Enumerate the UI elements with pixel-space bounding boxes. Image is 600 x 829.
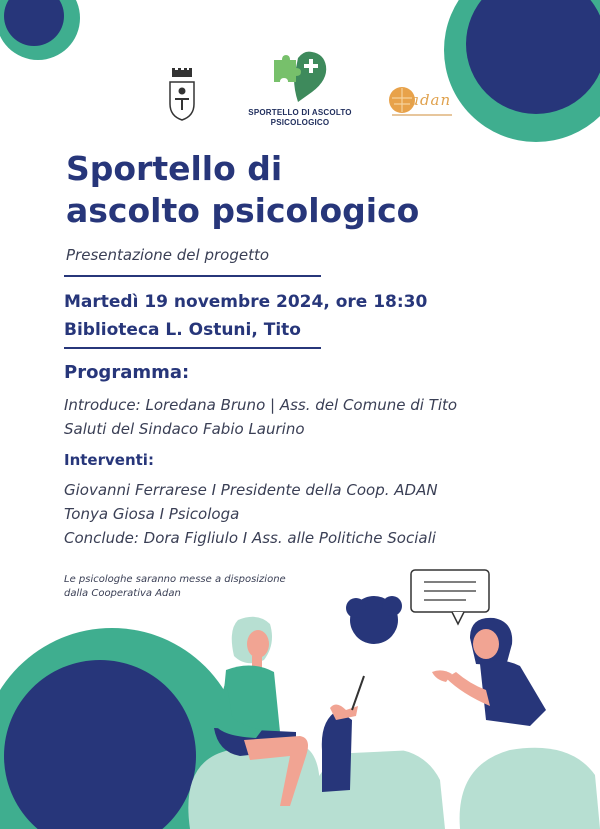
note-line-1: Le psicologhe saranno messe a disposizione — [64, 574, 286, 585]
interventi-line-1: Giovanni Ferrarese I Presidente della Coop. ADAN — [64, 481, 438, 499]
note-line-2: dalla Cooperativa Adan — [64, 588, 181, 599]
page-title — [66, 148, 536, 232]
divider-bottom — [64, 347, 321, 349]
sportello-puzzle-heart-icon — [268, 50, 330, 104]
adan-logo-underline — [392, 114, 452, 116]
adan-logo-text: adan — [410, 91, 452, 109]
decorative-circle-top-left — [0, 0, 90, 70]
event-location: Biblioteca L. Ostuni, Tito — [64, 320, 301, 340]
conversation-illustration — [0, 560, 600, 829]
woman-right-figure — [432, 618, 546, 726]
programma-heading: Programma: — [64, 362, 190, 383]
decorative-circle-top-right — [440, 0, 600, 145]
event-datetime: Martedì 19 novembre 2024, ore 18:30 — [64, 292, 428, 312]
sportello-caption-line1: SPORTELLO DI ASCOLTO — [248, 108, 352, 117]
programma-line-2: Saluti del Sindaco Fabio Laurino — [64, 420, 305, 438]
interventi-line-3: Conclude: Dora Figliulo I Ass. alle Politiche Sociali — [64, 529, 436, 547]
event-details — [64, 288, 427, 344]
speech-bubble-icon — [411, 570, 489, 624]
interventi-heading: Interventi: — [64, 451, 154, 469]
subtitle: Presentazione del progetto — [66, 246, 270, 264]
sportello-caption-line2: PSICOLOGICO — [270, 118, 330, 127]
title-line-2: ascolto psicologico — [66, 191, 420, 230]
municipal-crest-icon — [166, 68, 198, 122]
interventi-line-2: Tonya Giosa I Psicologa — [64, 505, 240, 523]
title-line-1: Sportello di — [66, 149, 283, 188]
divider-top — [64, 275, 321, 277]
seat-right — [460, 748, 600, 829]
programma-line-1: Introduce: Loredana Bruno | Ass. del Comune di Tito — [64, 396, 458, 414]
sportello-logo-caption — [238, 108, 362, 128]
